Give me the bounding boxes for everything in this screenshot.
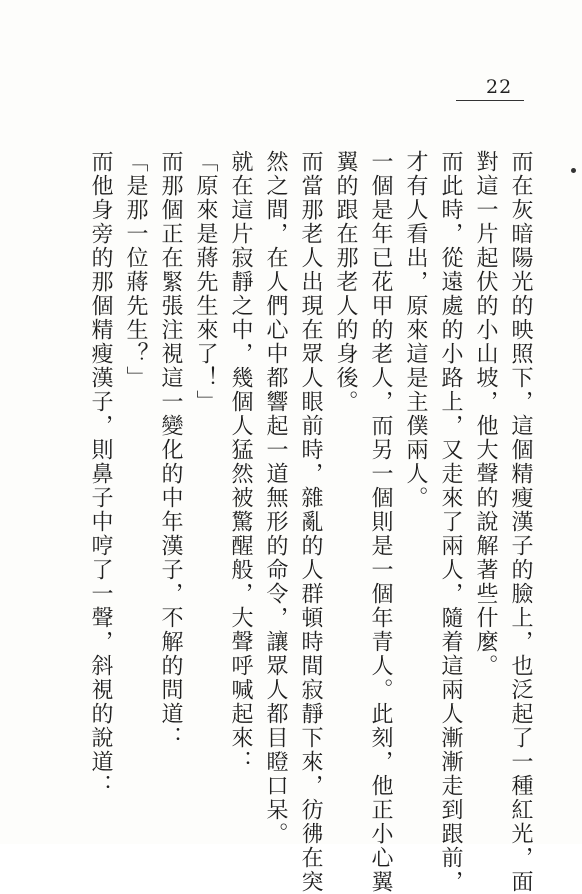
page-number: 22 (486, 76, 513, 98)
binding-mark (571, 168, 576, 173)
text-line: 一個是年已花甲的老人，而另一個則是一個年青人。此刻，他正小心翼 (368, 150, 393, 894)
header-rule (456, 100, 524, 101)
text-line: 「原來是蔣先生來了！」 (193, 150, 218, 414)
text-line: 然之間，在人們心中都響起一道無形的命令，讓眾人都目瞪口呆。 (263, 150, 288, 846)
text-line: 對這一片起伏的小山坡，他大聲的說解著些什麼。 (473, 150, 498, 678)
body-text (83, 150, 538, 894)
text-line: 而他身旁的那個精瘦漢子，則鼻子中哼了一聲，斜視的說道： (88, 150, 113, 798)
text-line: 就在這片寂靜之中，幾個人猛然被驚醒般，大聲呼喊起來： (228, 150, 253, 774)
text-line: 「是那一位蔣先生？」 (123, 150, 148, 390)
text-line: 而此時，從遠處的小路上，又走來了兩人，隨着這兩人漸漸走到跟前， (438, 150, 463, 894)
text-line: 翼的跟在那老人的身後。 (333, 150, 358, 414)
text-line: 而在灰暗陽光的映照下，這個精瘦漢子的臉上，也泛起了一種紅光，面 (508, 150, 533, 894)
text-line: 而那個正在緊張注視這一變化的中年漢子，不解的問道： (158, 150, 183, 750)
text-line: 而當那老人出現在眾人眼前時，雜亂的人群頓時間寂靜下來，彷彿在突 (298, 150, 323, 894)
text-line: 才有人看出，原來這是主僕兩人。 (403, 150, 428, 510)
